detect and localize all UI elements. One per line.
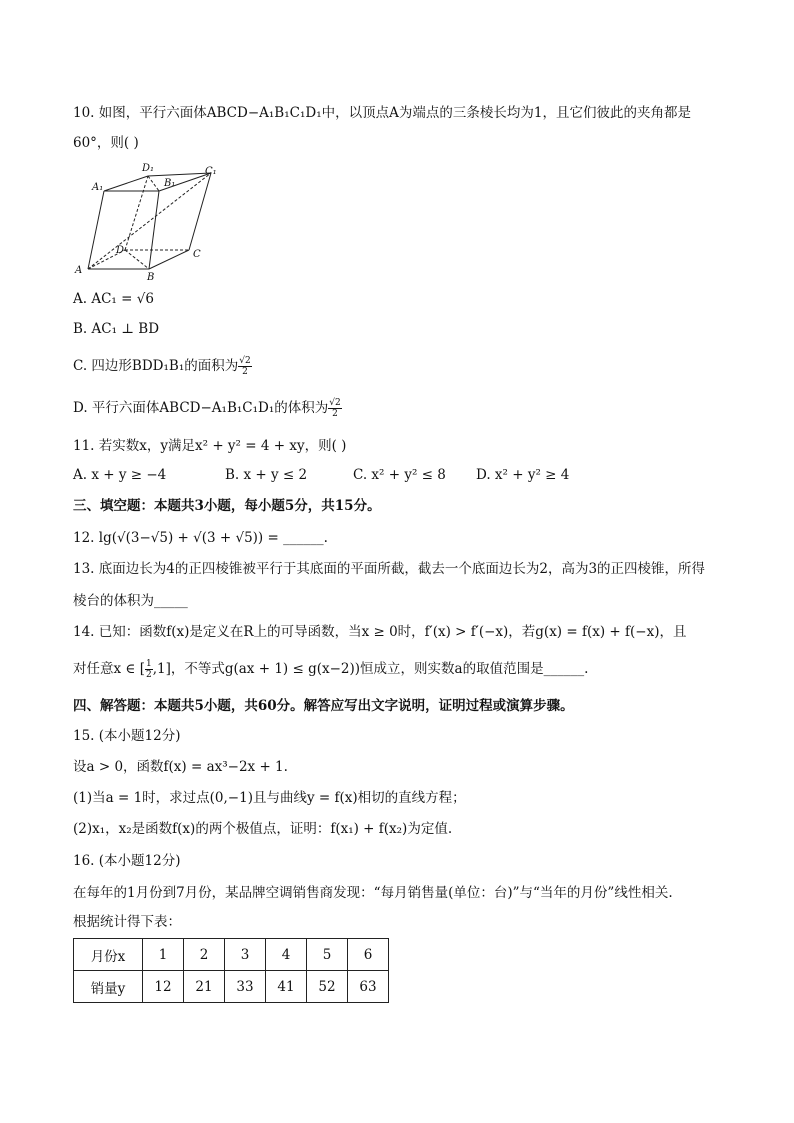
parallelepiped-figure (73, 158, 223, 283)
sales-table (73, 938, 389, 1003)
q10-option-c (73, 356, 734, 377)
label-B1: B₁ (164, 178, 176, 189)
q15-stem: 设a > 0，函数f(x) = ax³−2x + 1. (73, 759, 288, 775)
q11-option-a: A. x + y ≥ −4 (73, 467, 167, 483)
q10-option-a: A. AC₁ = √6 (73, 291, 154, 307)
table-cell: 33 (225, 971, 266, 1003)
table-cell: 63 (348, 971, 389, 1003)
fraction-sqrt2-over-2: $\frac{√2}{2}$ (239, 356, 251, 377)
q10-option-d-text: D. 平行六面体ABCD−A₁B₁C₁D₁的体积为 (73, 400, 329, 416)
q12: 12. lg(√(3−√5) + √(3 + √5)) = ______. (73, 530, 328, 546)
label-C1: C₁ (205, 166, 217, 177)
q15-part1: (1)当a = 1时，求过点(0,−1)且与曲线y = f(x)相切的直线方程； (73, 790, 466, 806)
q10-line1: 10. 如图，平行六面体ABCD−A₁B₁C₁D₁中，以顶点A为端点的三条棱长均为1，且它们彼此的夹角都是 (73, 105, 691, 121)
table-cell: 4 (266, 939, 307, 971)
table-cell-month-header: 月份x (74, 939, 143, 971)
q10-option-b: B. AC₁ ⊥ BD (73, 321, 160, 337)
q15-title: 15. (本小题12分) (73, 728, 181, 744)
fraction-one-half: $\frac{1}{2}$ (145, 659, 152, 680)
q11-option-b: B. x + y ≤ 2 (225, 467, 308, 483)
label-C: C (193, 249, 201, 260)
table-cell: 41 (266, 971, 307, 1003)
q16-line1: 在每年的1月份到7月份，某品牌空调销售商发现：“每月销售量(单位：台)”与“当年的月份”线性相关. (73, 885, 673, 901)
label-D1: D₁ (142, 163, 155, 174)
q15-part2: (2)x₁，x₂是函数f(x)的两个极值点，证明：f(x₁) + f(x₂)为定值. (73, 821, 453, 837)
table-cell: 2 (184, 939, 225, 971)
q11-option-c: C. x² + y² ≤ 8 (353, 467, 446, 483)
q14-line2-b: ,1]，不等式g(ax + 1) ≤ g(x−2))恒成立，则实数a的取值范围是______. (152, 661, 589, 677)
section-3-heading: 三、填空题：本题共3小题，每小题5分，共15分。 (73, 498, 381, 514)
q14-line2-a: 对任意x ∈ [ (73, 661, 145, 677)
label-A: A (75, 265, 83, 276)
q10-line2: 60°，则( ) (73, 135, 139, 151)
q16-line2: 根据统计得下表： (73, 914, 181, 930)
label-D: D (116, 245, 125, 256)
q13-line1: 13. 底面边长为4的正四棱锥被平行于其底面的平面所截，截去一个底面边长为2，高为3的正四棱锥，所得 (73, 561, 706, 577)
table-cell: 52 (307, 971, 348, 1003)
table-cell: 6 (348, 939, 389, 971)
table-row (74, 939, 389, 971)
q10-option-d (73, 398, 734, 419)
table-cell: 12 (143, 971, 184, 1003)
table-cell: 1 (143, 939, 184, 971)
table-cell: 5 (307, 939, 348, 971)
table-row (74, 971, 389, 1003)
q13-line2: 棱台的体积为_____ (73, 593, 188, 609)
table-cell: 3 (225, 939, 266, 971)
q11-option-d: D. x² + y² ≥ 4 (476, 467, 570, 483)
q16-title: 16. (本小题12分) (73, 853, 181, 869)
q11-stem: 11. 若实数x，y满足x² + y² = 4 + xy，则( ) (73, 438, 347, 454)
section-4-heading: 四、解答题：本题共5小题，共60分。解答应写出文字说明，证明过程或演算步骤。 (73, 698, 574, 714)
fraction-sqrt2-over-2: $\frac{√2}{2}$ (329, 398, 341, 419)
q10-option-c-text: C. 四边形BDD₁B₁的面积为 (73, 358, 239, 374)
label-A1: A₁ (92, 182, 104, 193)
label-B: B (147, 272, 155, 283)
table-cell-sales-header: 销量y (74, 971, 143, 1003)
q14-line2 (73, 659, 734, 680)
q14-line1: 14. 已知：函数f(x)是定义在R上的可导函数，当x ≥ 0时，f′(x) > f′(−x)，若g(x) = f(x) + f(−x)，且 (73, 624, 687, 640)
table-cell: 21 (184, 971, 225, 1003)
